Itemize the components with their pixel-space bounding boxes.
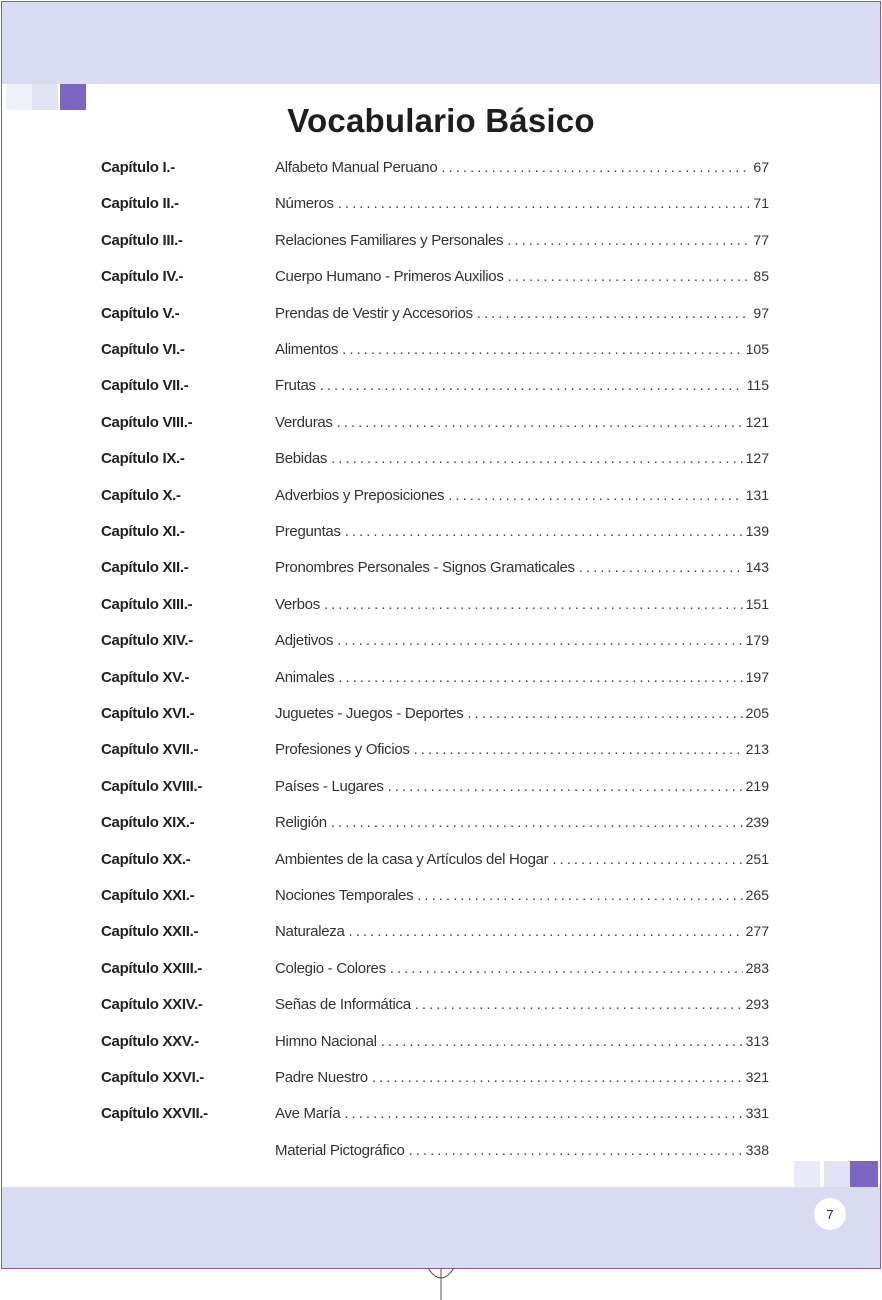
entry-page-number: 121 <box>745 413 769 430</box>
dot-leader <box>508 268 751 285</box>
entry-page-number: 85 <box>753 268 769 285</box>
entry-title: Verbos <box>275 595 320 613</box>
chapter-label: Capítulo XXVII.- <box>101 1105 208 1123</box>
toc-entry <box>275 305 769 322</box>
entry-page-number: 197 <box>745 668 769 685</box>
toc-entry <box>275 1069 769 1086</box>
chapter-label: Capítulo XVII.- <box>101 741 199 759</box>
toc-row <box>2 1060 880 1096</box>
toc-entry <box>275 632 769 649</box>
entry-page-number: 293 <box>745 996 769 1013</box>
entry-title: Preguntas <box>275 523 341 540</box>
toc-entry <box>275 559 769 576</box>
decorative-square <box>794 1161 820 1187</box>
dot-leader <box>381 1033 743 1050</box>
entry-page-number: 205 <box>745 705 769 721</box>
entry-title: Países - Lugares <box>275 777 384 795</box>
toc-row <box>2 951 880 987</box>
toc-entry <box>275 814 769 831</box>
document-page <box>1 1 881 1269</box>
chapter-label: Capítulo XVI.- <box>101 705 195 722</box>
entry-title: Cuerpo Humano - Primeros Auxilios <box>275 268 504 286</box>
entry-title: Juguetes - Juegos - Deportes <box>275 705 464 722</box>
toc-entry <box>275 487 769 504</box>
dot-leader <box>331 450 743 467</box>
entry-page-number: 277 <box>745 923 769 940</box>
toc-entry <box>275 1142 769 1159</box>
chapter-label: Capítulo IX.- <box>101 450 185 468</box>
toc-row <box>2 660 880 696</box>
decorative-square <box>824 1161 850 1187</box>
toc-entry <box>275 268 769 285</box>
toc-entry <box>275 669 769 686</box>
entry-page-number: 321 <box>745 1069 769 1085</box>
dot-leader <box>324 596 743 613</box>
chapter-label: Capítulo VI.- <box>101 341 185 358</box>
toc-row <box>2 1133 880 1169</box>
dot-leader <box>390 960 743 977</box>
header-band <box>2 2 880 84</box>
entry-page-number: 77 <box>753 231 769 248</box>
toc-entry <box>275 232 769 249</box>
entry-title: Adjetivos <box>275 632 334 650</box>
page-title: Vocabulario Básico <box>287 102 595 139</box>
toc-entry <box>275 851 769 868</box>
entry-page-number: 67 <box>753 159 769 175</box>
chapter-label: Capítulo XX.- <box>101 850 191 868</box>
entry-page-number: 331 <box>745 1105 769 1122</box>
chapter-label: Capítulo XI.- <box>101 523 185 540</box>
entry-title: Verduras <box>275 413 333 431</box>
toc-entry <box>275 741 769 758</box>
toc-entry <box>275 450 769 467</box>
dot-leader <box>417 887 742 904</box>
chapter-label: Capítulo XXI.- <box>101 887 195 904</box>
entry-title: Ave María <box>275 1105 341 1123</box>
toc-row <box>2 696 880 732</box>
entry-title: Colegio - Colores <box>275 959 386 977</box>
chapter-label: Capítulo XXV.- <box>101 1032 199 1050</box>
toc-entry <box>275 778 769 795</box>
entry-page-number: 131 <box>745 486 769 503</box>
dot-leader <box>372 1069 743 1086</box>
chapter-label: Capítulo XII.- <box>101 559 189 577</box>
entry-page-number: 313 <box>745 1032 769 1049</box>
toc-row <box>2 186 880 222</box>
dot-leader <box>552 851 742 868</box>
toc-row <box>2 805 880 841</box>
dot-leader <box>414 741 743 758</box>
dot-leader <box>331 814 743 831</box>
toc-row <box>2 332 880 368</box>
dot-leader <box>415 996 743 1013</box>
chapter-label: Capítulo III.- <box>101 231 183 249</box>
entry-title: Bebidas <box>275 450 328 468</box>
entry-page-number: 283 <box>745 959 769 976</box>
entry-title: Adverbios y Preposiciones <box>275 486 445 504</box>
footer-band <box>2 1187 880 1268</box>
entry-page-number: 143 <box>745 559 769 576</box>
entry-title: Padre Nuestro <box>275 1069 368 1086</box>
entry-page-number: 179 <box>745 632 769 649</box>
dot-leader <box>388 778 743 795</box>
chapter-label: Capítulo II.- <box>101 195 179 213</box>
entry-title: Frutas <box>275 377 316 395</box>
toc-entry <box>275 996 769 1013</box>
toc-row <box>2 368 880 404</box>
entry-page-number: 71 <box>753 195 769 212</box>
entry-title: Animales <box>275 668 335 686</box>
dot-leader <box>441 159 750 176</box>
binding-mark-icon <box>426 1266 456 1300</box>
toc-row <box>2 878 880 914</box>
toc-entry <box>275 377 769 394</box>
dot-leader <box>345 523 743 540</box>
chapter-label: Capítulo X.- <box>101 486 181 504</box>
chapter-label: Capítulo VIII.- <box>101 413 193 431</box>
toc-row <box>2 842 880 878</box>
chapter-label: Capítulo XXIII.- <box>101 959 203 977</box>
toc-row <box>2 914 880 950</box>
entry-page-number: 338 <box>745 1141 769 1158</box>
dot-leader <box>409 1142 743 1159</box>
dot-leader <box>337 414 743 431</box>
dot-leader <box>448 487 742 504</box>
entry-title: Material Pictográfico <box>275 1141 405 1159</box>
toc-entry <box>275 1105 769 1122</box>
entry-page-number: 151 <box>745 595 769 612</box>
entry-title: Naturaleza <box>275 923 345 941</box>
entry-title: Números <box>275 195 334 213</box>
entry-title: Himno Nacional <box>275 1032 377 1050</box>
entry-title: Alfabeto Manual Peruano <box>275 159 438 176</box>
toc-row <box>2 732 880 768</box>
chapter-label: Capítulo I.- <box>101 159 175 176</box>
toc-entry <box>275 523 769 540</box>
toc-row <box>2 405 880 441</box>
toc-row <box>2 478 880 514</box>
dot-leader <box>338 195 751 212</box>
chapter-label: Capítulo XXIV.- <box>101 996 203 1014</box>
toc-entry <box>275 960 769 977</box>
toc-row <box>2 150 880 186</box>
toc-entry <box>275 596 769 613</box>
entry-page-number: 139 <box>745 523 769 539</box>
entry-title: Nociones Temporales <box>275 887 414 904</box>
toc-row <box>2 623 880 659</box>
entry-title: Prendas de Vestir y Accesorios <box>275 304 473 322</box>
entry-title: Pronombres Personales - Signos Gramaticales <box>275 559 575 577</box>
entry-title: Profesiones y Oficios <box>275 741 410 759</box>
toc-entry <box>275 195 769 212</box>
entry-page-number: 239 <box>745 814 769 831</box>
dot-leader <box>467 705 742 722</box>
dot-leader <box>579 559 743 576</box>
chapter-label: Capítulo IV.- <box>101 268 184 286</box>
dot-leader <box>342 341 742 358</box>
dot-leader <box>320 377 744 394</box>
toc-entry <box>275 159 769 176</box>
toc-row <box>2 550 880 586</box>
toc-entry <box>275 341 769 358</box>
chapter-label: Capítulo V.- <box>101 304 180 322</box>
toc-row <box>2 769 880 805</box>
toc-row <box>2 223 880 259</box>
toc-entry <box>275 923 769 940</box>
page-number: 7 <box>814 1198 846 1230</box>
entry-page-number: 251 <box>745 850 769 867</box>
toc-entry <box>275 414 769 431</box>
entry-title: Religión <box>275 814 327 832</box>
decorative-square-accent <box>850 1161 878 1187</box>
entry-page-number: 115 <box>746 377 769 394</box>
toc-row <box>2 587 880 623</box>
entry-page-number: 105 <box>745 341 769 357</box>
toc-row <box>2 441 880 477</box>
toc-row <box>2 514 880 550</box>
entry-title: Relaciones Familiares y Personales <box>275 231 504 249</box>
toc-row <box>2 1024 880 1060</box>
entry-page-number: 213 <box>745 741 769 758</box>
chapter-label: Capítulo XV.- <box>101 668 190 686</box>
entry-page-number: 265 <box>745 887 769 903</box>
toc-entry <box>275 887 769 904</box>
entry-title: Alimentos <box>275 341 339 358</box>
entry-page-number: 219 <box>745 777 769 794</box>
dot-leader <box>337 632 742 649</box>
entry-title: Señas de Informática <box>275 996 411 1014</box>
toc-entry <box>275 1033 769 1050</box>
dot-leader <box>344 1105 742 1122</box>
chapter-label: Capítulo XXII.- <box>101 923 199 941</box>
dot-leader <box>507 232 750 249</box>
chapter-label: Capítulo XIII.- <box>101 595 193 613</box>
toc-row <box>2 259 880 295</box>
toc-row <box>2 296 880 332</box>
toc-row <box>2 987 880 1023</box>
toc-entry <box>275 705 769 722</box>
chapter-label: Capítulo XXVI.- <box>101 1069 205 1086</box>
toc-row <box>2 1096 880 1132</box>
dot-leader <box>349 923 743 940</box>
chapter-label: Capítulo VII.- <box>101 377 189 395</box>
chapter-label: Capítulo XIV.- <box>101 632 193 650</box>
entry-page-number: 97 <box>753 304 769 321</box>
dot-leader <box>477 305 751 322</box>
chapter-label: Capítulo XVIII.- <box>101 777 203 795</box>
entry-title: Ambientes de la casa y Artículos del Hogar <box>275 850 549 868</box>
dot-leader <box>338 669 742 686</box>
chapter-label: Capítulo XIX.- <box>101 814 195 832</box>
entry-page-number: 127 <box>745 450 769 467</box>
